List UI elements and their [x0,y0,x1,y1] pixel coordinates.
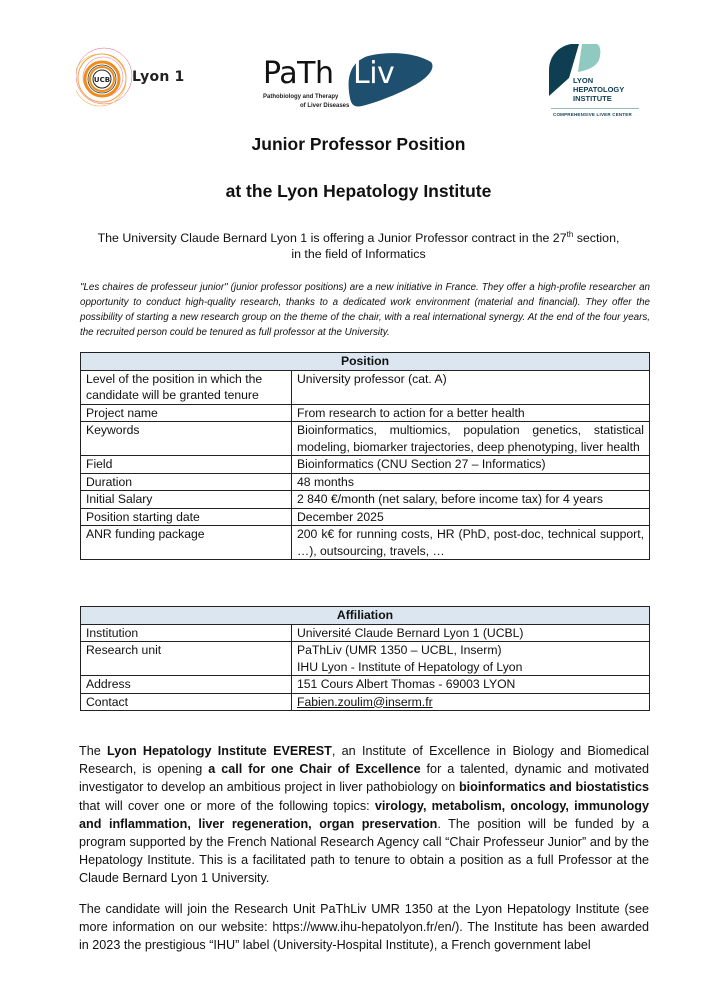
position-table-header: Position [81,353,650,371]
subtitle: The University Claude Bernard Lyon 1 is offering a Junior Professor contract in the 27th section, in the field of Informatics [97,230,620,262]
table-row: Level of the position in which the candidate will be granted tenure University professor (cat. A) [81,370,650,404]
header-logos [0,38,717,128]
pathliv-logo [258,48,438,118]
table-row: Initial Salary 2 840 €/month (net salary, before income tax) for 4 years [81,491,650,509]
concentric-circles-icon [76,42,136,114]
table-row: Project name From research to action for a better health [81,404,650,422]
lyon1-label: Lyon 1 [132,69,185,85]
title-line-2: at the Lyon Hepatology Institute [225,181,492,201]
pathliv-name-light: Liv [353,56,395,91]
table-row: ANR funding package 200 k€ for running costs, HR (PhD, post-doc, technical support, …), outsourcing, travels, … [81,526,650,560]
table-row: Position starting date December 2025 [81,508,650,526]
table-row: Institution Université Claude Bernard Lyon 1 (UCBL) [81,624,650,642]
lhi-divider [551,108,639,109]
lhi-subtitle: COMPREHENSIVE LIVER CENTER [553,112,632,117]
svg-text:UCB: UCB [93,76,111,84]
ucbl-lyon1-logo [76,42,186,114]
pathliv-tagline-1: Pathobiology and Therapy [263,94,339,100]
position-table [80,352,650,560]
intro-paragraph: "Les chaires de professeur junior" (junior professor positions) are a new initiative in France. They offer a high-profile researcher an opportunity to conduct high-quality research, thanks to a dedicated work environment (material and financial). They offer the possibility of starting a new research group on the theme of the chair, with a real international synergy. At the end of the four years, the recruited person could be tenured as full professor at the University. [80,282,650,338]
table-row: Field Bioinformatics (CNU Section 27 – Informatics) [81,456,650,474]
contact-email-link[interactable]: Fabien.zoulim@inserm.fr [297,694,433,709]
lyon-hepatology-institute-logo [545,38,645,123]
table-row: Research unit PaThLiv (UMR 1350 – UCBL, Inserm) IHU Lyon - Institute of Hepatology of Lyon [81,642,650,676]
paragraph-research-unit: The candidate will join the Research Unit PaThLiv UMR 1350 at the Lyon Hepatology Institute (see more information on our website: https://www.ihu-hepatolyon.fr/en/). The Institute has been awarded in 2023 the prestigious “IHU” label (University-Hospital Institute), a French government label [79,902,649,953]
pathliv-tagline-2: of Liver Diseases [300,103,350,109]
title-line-1: Junior Professor Position [251,134,466,154]
table-row: Duration 48 months [81,473,650,491]
table-row: Address 151 Cours Albert Thomas - 69003 LYON [81,676,650,694]
table-row: Contact Fabien.zoulim@inserm.fr [81,693,650,711]
lhi-name: LYON HEPATOLOGY INSTITUTE [573,76,625,103]
affiliation-table-header: Affiliation [81,607,650,625]
pathliv-name-dark: PaTh [263,56,334,91]
paragraph-everest: The Lyon Hepatology Institute EVEREST, an Institute of Excellence in Biology and Biomedical Research, is opening a call for one Chair of Excellence for a talented, dynamic and motivated investigator to develop an ambitious project in liver pathobiology on bioinformatics and biostatistics that will cover one or more of the following topics: virology, metabolism, oncology, immunology and inflammation, liver regeneration, organ preservation. The position will be funded by a program supported by the French National Research Agency call “Chair Professeur Junior” and by the Hepatology Institute. This is a facilitated path to tenure to obtain a position as a full Professor at the Claude Bernard Lyon 1 University. [79,744,650,886]
affiliation-table [80,606,650,711]
table-row: Keywords Bioinformatics, multiomics, population genetics, statistical modeling, biomarker trajectories, deep phenotyping, liver health [81,422,650,456]
